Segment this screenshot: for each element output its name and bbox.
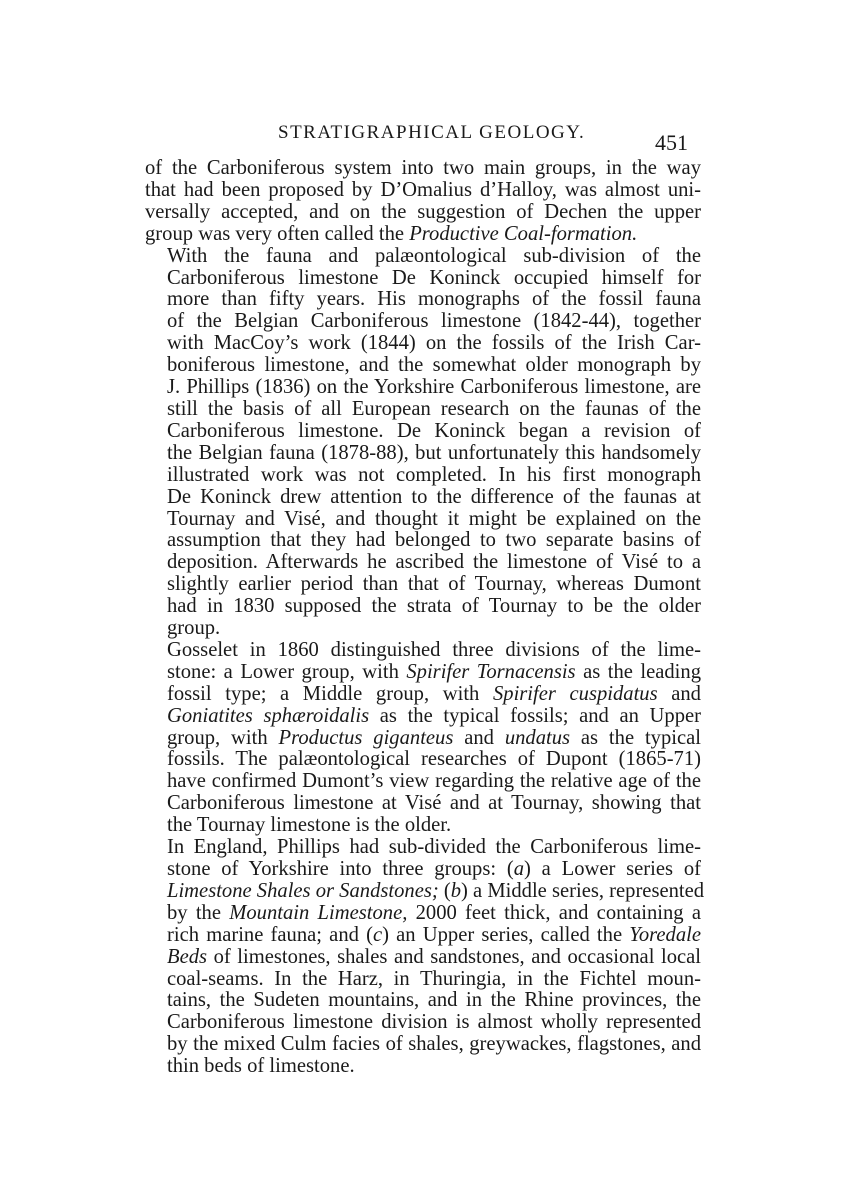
paragraph-england-phillips bbox=[145, 836, 705, 1078]
text-line: In England, Phillips had sub-divided the Carboniferous lime- bbox=[167, 836, 701, 859]
running-title: STRATIGRAPHICAL GEOLOGY. bbox=[278, 122, 586, 143]
text-line: stone: a Lower group, with Spirifer Tornacensis as the leading bbox=[167, 660, 701, 683]
text-line: Tournay and Visé, and thought it might be explained on the bbox=[167, 507, 701, 530]
text-line: slightly earlier period than that of Tournay, whereas Dumont bbox=[167, 573, 701, 596]
text-line: Carboniferous limestone. De Koninck began a revision of bbox=[167, 419, 701, 442]
text-line: Carboniferous limestone De Koninck occupied himself for bbox=[167, 266, 701, 289]
running-head bbox=[0, 118, 850, 155]
text-line: Beds of limestones, shales and sandstones, and occasional local bbox=[167, 945, 701, 968]
text-line: deposition. Afterwards he ascribed the limestone of Visé to a bbox=[167, 551, 701, 574]
text-line: by the Mountain Limestone, 2000 feet thick, and containing a bbox=[167, 901, 701, 924]
page-number: 451 bbox=[655, 130, 688, 155]
text-line: group was very often called the Productive Coal-formation. bbox=[145, 222, 638, 245]
paragraph-gosselet bbox=[145, 640, 701, 837]
text-line: that had been proposed by D’Omalius d’Halloy, was almost uni- bbox=[145, 178, 701, 201]
text-line: Carboniferous limestone division is almost wholly represented bbox=[167, 1011, 701, 1034]
text-line: group. bbox=[167, 617, 221, 640]
text-line: Goniatites sphæroidalis as the typical fossils; and an Upper bbox=[167, 704, 702, 727]
text-line: boniferous limestone, and the somewhat older monograph by bbox=[167, 354, 701, 377]
text-line: Carboniferous limestone at Visé and at Tournay, showing that bbox=[167, 792, 701, 815]
text-line: coal-seams. In the Harz, in Thuringia, in the Fichtel moun- bbox=[167, 967, 701, 990]
text-line: of the Belgian Carboniferous limestone (1842-44), together bbox=[167, 310, 701, 333]
text-line: the Tournay limestone is the older. bbox=[167, 814, 452, 837]
text-line: fossils. The palæontological researches of Dupont (1865-71) bbox=[167, 748, 701, 771]
text-line: have confirmed Dumont’s view regarding the relative age of the bbox=[167, 770, 701, 793]
text-line: thin beds of limestone. bbox=[167, 1055, 355, 1078]
text-line: assumption that they had belonged to two separate basins of bbox=[167, 529, 701, 552]
text-line: J. Phillips (1836) on the Yorkshire Carboniferous limestone, are bbox=[167, 376, 701, 399]
paragraph-continuation bbox=[145, 158, 701, 246]
text-line: the Belgian fauna (1878-88), but unfortunately this handsomely bbox=[167, 441, 701, 464]
text-line: tains, the Sudeten mountains, and in the Rhine provinces, the bbox=[167, 989, 701, 1012]
text-line: had in 1830 supposed the strata of Tournay to be the older bbox=[167, 595, 701, 618]
text-line: De Koninck drew attention to the difference of the faunas at bbox=[167, 485, 701, 508]
paragraph-de-koninck bbox=[145, 246, 701, 640]
text-line: of the Carboniferous system into two main groups, in the way bbox=[145, 157, 701, 179]
text-line: by the mixed Culm facies of shales, greywackes, flagstones, and bbox=[167, 1033, 701, 1056]
text-line: group, with Productus giganteus and undatus as the typical bbox=[167, 726, 701, 749]
text-line: stone of Yorkshire into three groups: (a) a Lower series of bbox=[167, 858, 701, 880]
text-line: fossil type; a Middle group, with Spirifer cuspidatus and bbox=[167, 682, 701, 705]
text-line: still the basis of all European research on the faunas of the bbox=[167, 397, 701, 420]
text-line: more than fifty years. His monographs of the fossil fauna bbox=[167, 288, 701, 311]
text-line: rich marine fauna; and (c) an Upper series, called the Yoredale bbox=[167, 923, 701, 946]
text-line: Limestone Shales or Sandstones; (b) a Middle series, represented bbox=[167, 879, 705, 902]
body-text bbox=[145, 157, 705, 1078]
text-line: versally accepted, and on the suggestion of Dechen the upper bbox=[145, 200, 701, 223]
text-line: With the fauna and palæontological sub-division of the bbox=[167, 244, 701, 267]
text-line: Gosselet in 1860 distinguished three divisions of the lime- bbox=[167, 638, 701, 661]
text-line: with MacCoy’s work (1844) on the fossils of the Irish Car- bbox=[167, 332, 701, 355]
text-line: illustrated work was not completed. In his first monograph bbox=[167, 463, 701, 486]
